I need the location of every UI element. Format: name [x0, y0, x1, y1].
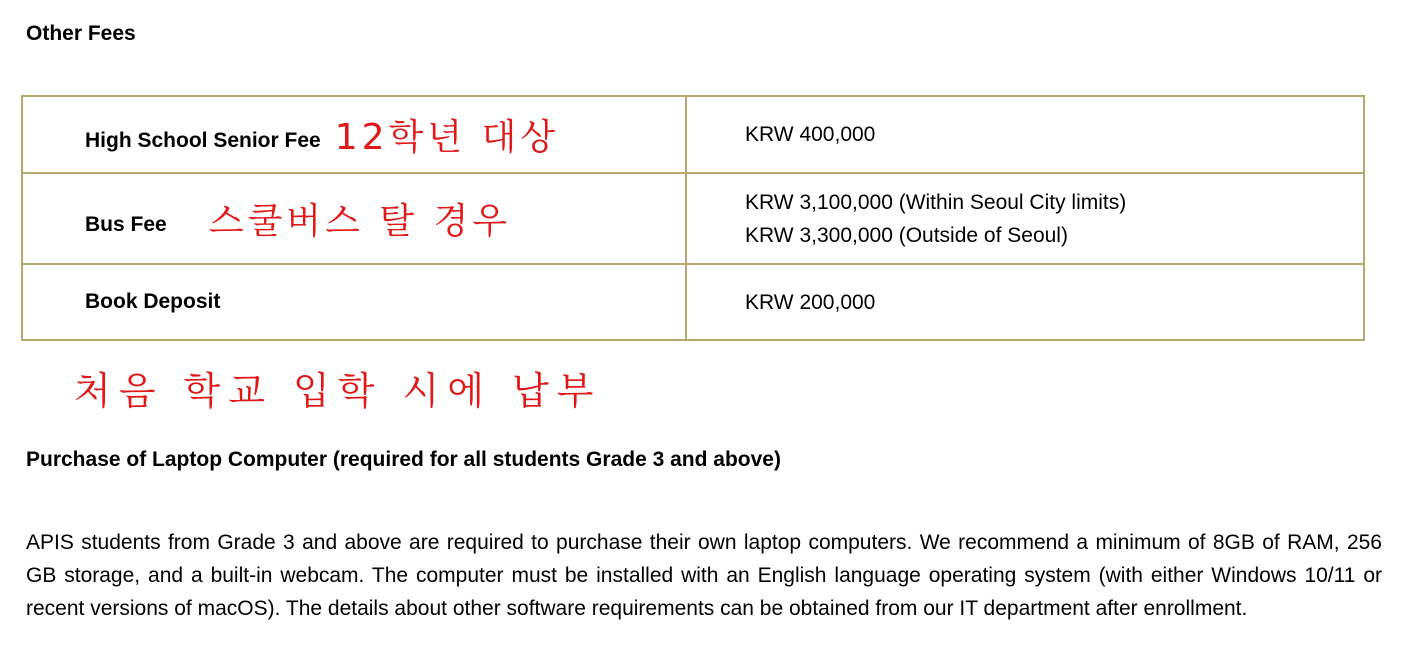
senior-fee-amount: KRW 400,000	[745, 123, 876, 146]
bus-fee-value-cell	[686, 173, 1364, 264]
table-row-book-deposit	[22, 264, 1364, 340]
bus-fee-label-cell	[22, 173, 686, 264]
bus-fee-amount-seoul: KRW 3,100,000 (Within Seoul City limits)	[745, 190, 1127, 214]
book-deposit-value-cell	[686, 264, 1364, 340]
other-fees-heading: Other Fees	[26, 22, 136, 45]
bus-fee-label: Bus Fee	[85, 213, 167, 236]
table-row-bus-fee	[22, 173, 1364, 264]
book-deposit-label-cell	[22, 264, 686, 340]
other-fees-table	[21, 95, 1365, 341]
bus-fee-handwritten-note: 스쿨버스 탈 경우	[208, 201, 512, 242]
book-deposit-handwritten-note: 처음 학교 입학 시에 납부	[74, 369, 602, 413]
laptop-heading: Purchase of Laptop Computer (required for all students Grade 3 and above)	[26, 448, 781, 471]
bus-fee-amount-outside: KRW 3,300,000 (Outside of Seoul)	[745, 223, 1068, 247]
book-deposit-amount: KRW 200,000	[745, 290, 876, 314]
senior-fee-value-cell	[686, 96, 1364, 173]
senior-fee-label-cell	[22, 96, 686, 173]
senior-fee-label: High School Senior Fee	[85, 129, 321, 152]
laptop-paragraph: APIS students from Grade 3 and above are required to purchase their own laptop computers. We recommend a minimum of 8GB of RAM, 256 GB storage, and a built-in webcam. The computer must be installed with an English language operating system (with either Windows 10/11 or recent versions of macOS). The details about other software requirements can be obtained from our IT department after enrollment.	[26, 531, 1382, 620]
book-deposit-label: Book Deposit	[85, 290, 221, 313]
table-row-senior-fee	[22, 96, 1364, 173]
senior-fee-handwritten-note: 12학년 대상	[334, 117, 560, 158]
